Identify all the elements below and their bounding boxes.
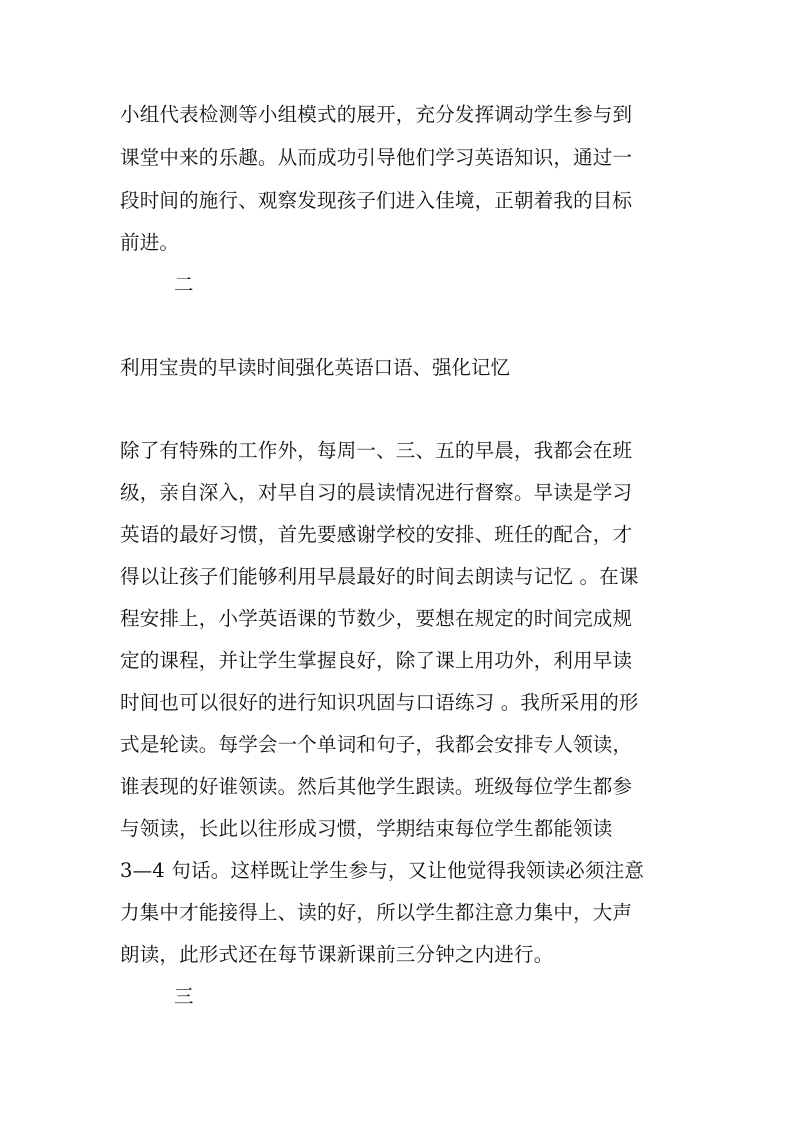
paragraph1-line-4: 前进。 <box>120 231 180 254</box>
paragraph2-line-8: 式是轮读。每学会一个单词和句子，我都会安排专人领读， <box>120 733 633 756</box>
paragraph2-line-7: 时间也可以很好的进行知识巩固与口语练习 。我所采用的形 <box>120 691 639 714</box>
section-number-two: 二 <box>174 273 194 296</box>
paragraph2-line-6: 定的课程，并让学生掌握良好，除了课上用功外，利用早读 <box>120 649 633 672</box>
section-number-three: 三 <box>174 985 194 1008</box>
paragraph2-line-2: 级，亲自深入，对早自习的晨读情况进行督察。早读是学习 <box>120 481 633 504</box>
paragraph2-line-10: 与领读，长此以往形成习惯，学期结束每位学生都能领读 <box>120 817 613 840</box>
paragraph1-line-2: 课堂中来的乐趣。从而成功引导他们学习英语知识，通过一 <box>120 146 633 169</box>
paragraph2-line-12: 力集中才能接得上、读的好，所以学生都注意力集中，大声 <box>120 901 633 924</box>
paragraph2-line-13: 朗读，此形式还在每节课新课前三分钟之内进行。 <box>120 943 554 966</box>
paragraph2-line-1: 除了有特殊的工作外，每周一、三、五的早晨，我都会在班 <box>120 439 633 462</box>
section-heading: 利用宝贵的早读时间强化英语口语、强化记忆 <box>120 356 511 379</box>
paragraph2-line-11: 3—4 句话。这样既让学生参与，又让他觉得我领读必须注意 <box>120 859 645 882</box>
paragraph2-line-5: 程安排上，小学英语课的节数少，要想在规定的时间完成规 <box>120 607 633 630</box>
paragraph2-line-9: 谁表现的好谁领读。然后其他学生跟读。班级每位学生都参 <box>120 775 633 798</box>
paragraph1-line-1: 小组代表检测等小组模式的展开，充分发挥调动学生参与到 <box>120 103 633 126</box>
paragraph2-line-4: 得以让孩子们能够利用早晨最好的时间去朗读与记忆 。在课 <box>120 565 639 588</box>
paragraph2-line-3: 英语的最好习惯，首先要感谢学校的安排、班任的配合，才 <box>120 523 633 546</box>
paragraph1-line-3: 段时间的施行、观察发现孩子们进入佳境，正朝着我的目标 <box>120 189 633 212</box>
